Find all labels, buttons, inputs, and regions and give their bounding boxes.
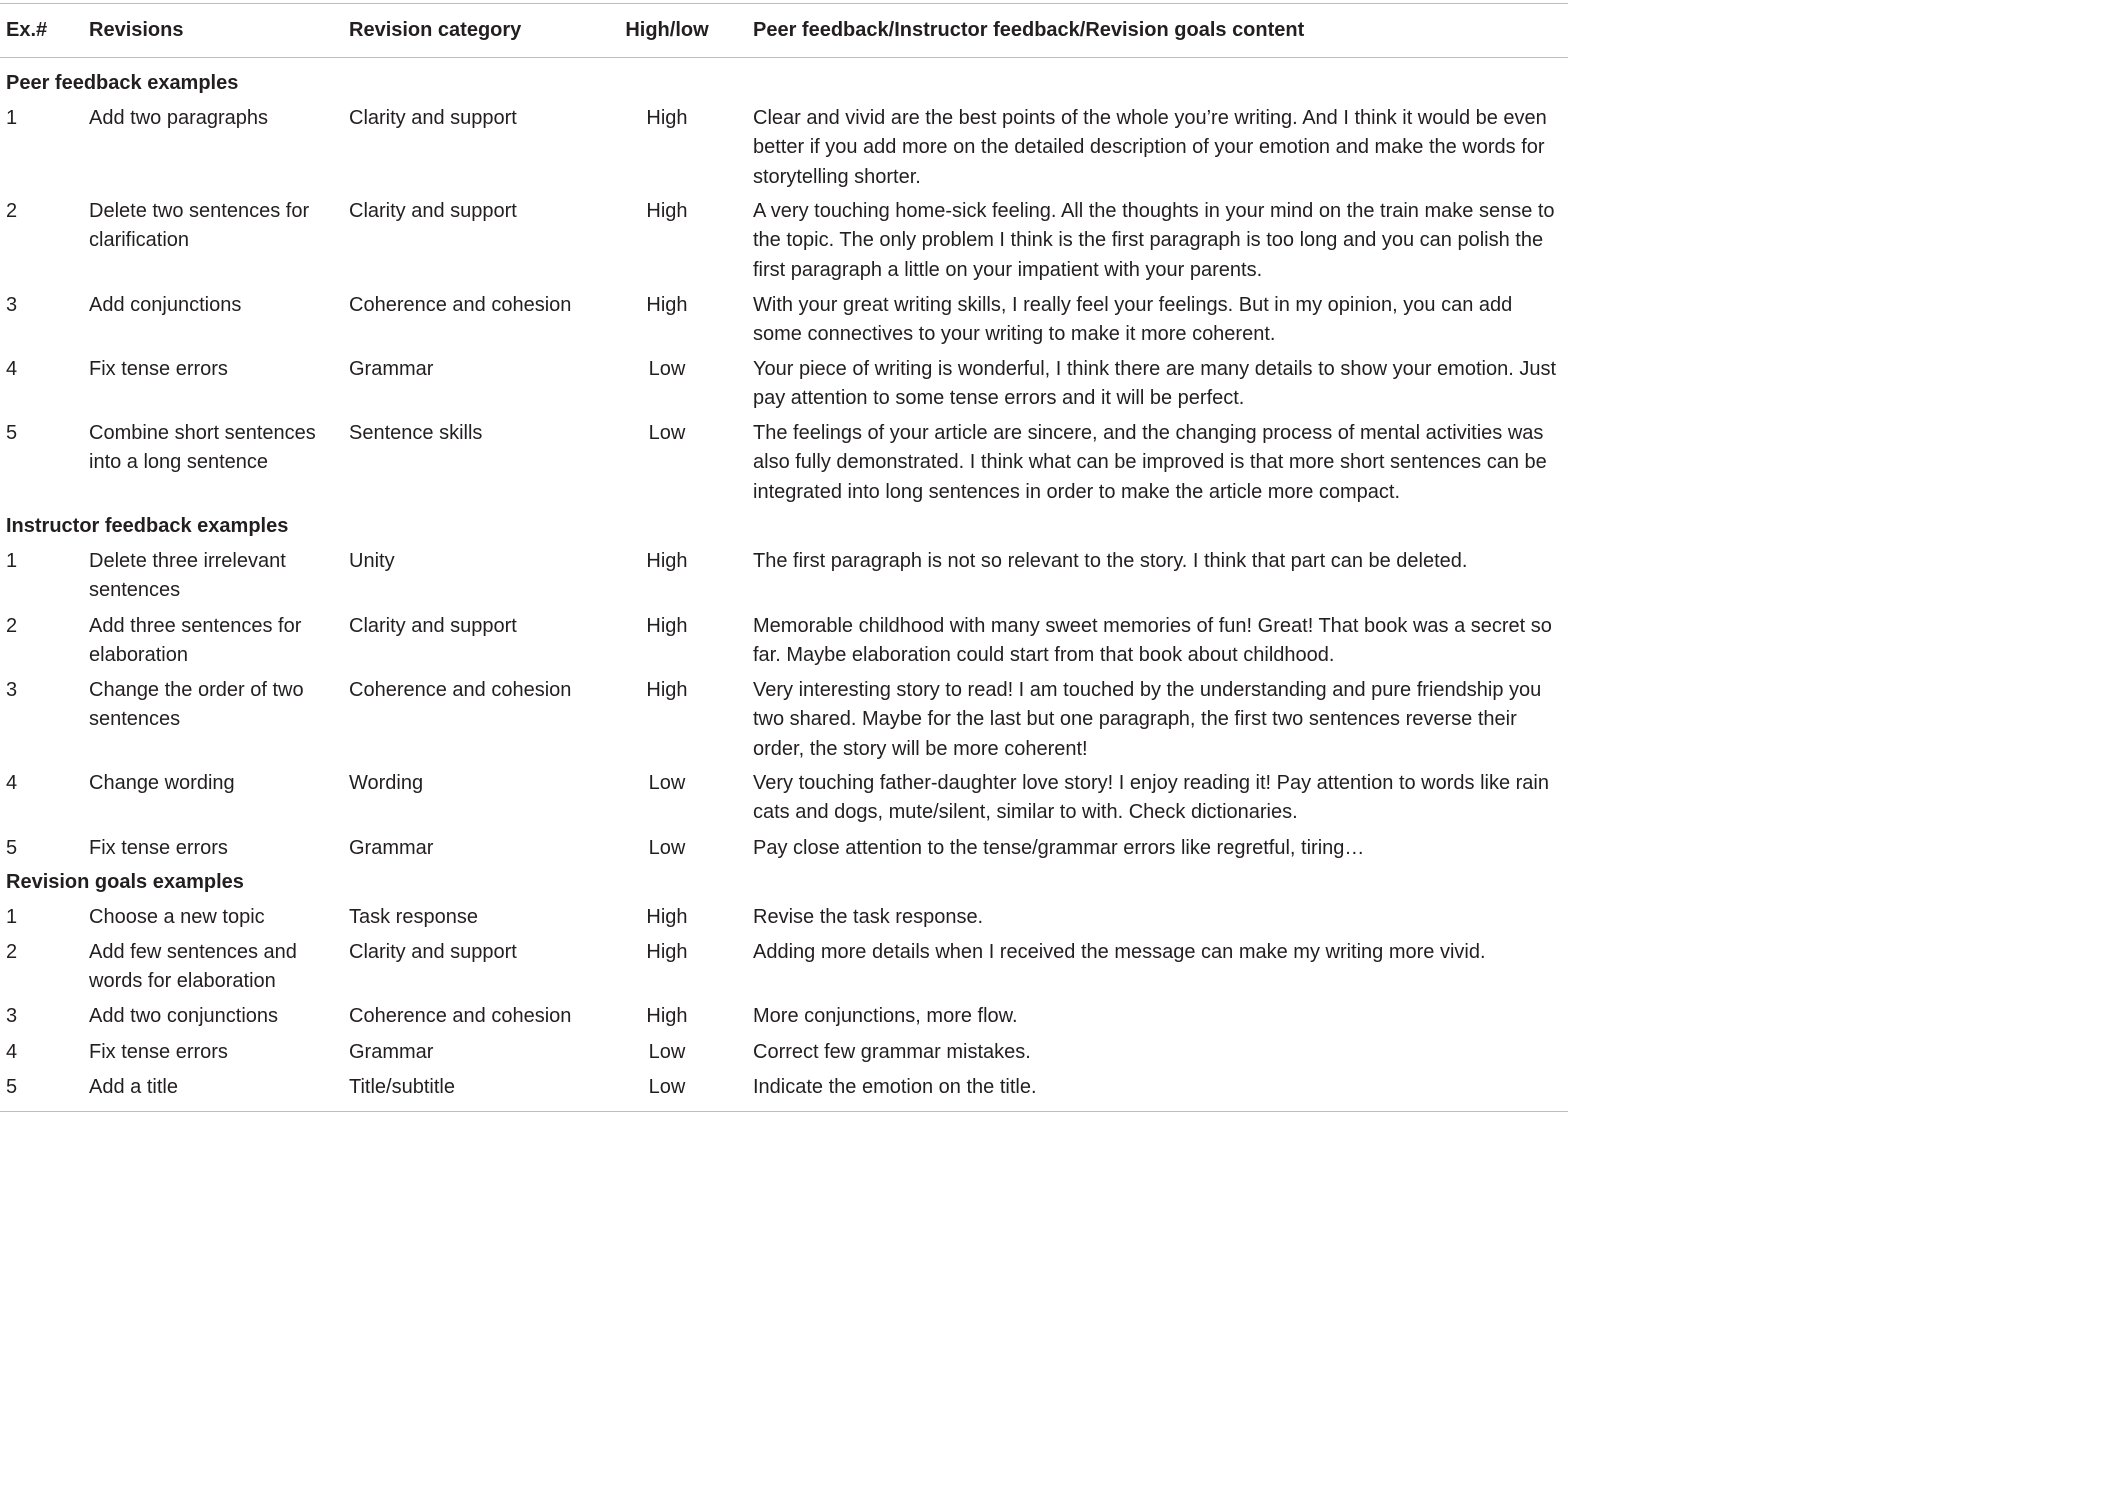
row-level: High (646, 1005, 688, 1027)
row-ex: 4 (6, 1041, 18, 1063)
row-revision: Add two paragraphs (89, 107, 269, 129)
row-revision: Change wording (89, 772, 235, 794)
row-ex: 3 (6, 294, 18, 316)
row-category: Clarity and support (349, 200, 517, 222)
row-category: Coherence and cohesion (349, 1005, 572, 1027)
row-content: Clear and vivid are the best points of the whole you’re writing. And I think it would be even better if you add more on the detailed description of your emotion and make the words for storytelling shorter. (753, 107, 1547, 188)
header-highlow: High/low (625, 19, 709, 41)
header-category: Revision category (349, 19, 522, 41)
header-ex: Ex.# (6, 19, 48, 41)
row-ex: 5 (6, 837, 18, 859)
row-category: Task response (349, 906, 478, 928)
row-content: With your great writing skills, I really feel your feelings. But in my opinion, you can add some connectives to your writing to make it more coherent. (753, 294, 1513, 346)
header-revisions: Revisions (89, 19, 184, 41)
row-revision: Change the order of two sentences (89, 679, 304, 731)
row-category: Grammar (349, 837, 434, 859)
row-category: Coherence and cohesion (349, 679, 572, 701)
row-content: The first paragraph is not so relevant to the story. I think that part can be deleted. (753, 550, 1468, 572)
row-content: Pay close attention to the tense/grammar errors like regretful, tiring… (753, 837, 1365, 859)
row-level: Low (648, 358, 686, 380)
row-category: Unity (349, 550, 395, 572)
row-ex: 2 (6, 941, 18, 963)
row-level: High (646, 906, 688, 928)
row-revision: Add few sentences and words for elaboration (89, 941, 297, 993)
row-ex: 2 (6, 615, 18, 637)
row-category: Clarity and support (349, 615, 517, 637)
row-level: High (646, 107, 688, 129)
row-revision: Fix tense errors (89, 358, 228, 380)
row-revision: Choose a new topic (89, 906, 265, 928)
row-level: High (646, 615, 688, 637)
row-level: High (646, 550, 688, 572)
row-level: High (646, 679, 688, 701)
row-ex: 5 (6, 1076, 18, 1098)
row-ex: 4 (6, 772, 18, 794)
row-content: Memorable childhood with many sweet memories of fun! Great! That book was a secret so far. Maybe elaboration could start from that book about childhood. (753, 615, 1552, 667)
row-level: High (646, 941, 688, 963)
row-content: Revise the task response. (753, 906, 984, 928)
row-category: Title/subtitle (349, 1076, 455, 1098)
row-revision: Add two conjunctions (89, 1005, 279, 1027)
row-category: Grammar (349, 358, 434, 380)
section-title: Instructor feedback examples (6, 515, 289, 537)
row-ex: 1 (6, 906, 18, 928)
row-content: Very interesting story to read! I am touched by the understanding and pure friendship you two shared. Maybe for the last but one paragraph, the first two sentences reverse their order, the story will be more coherent! (753, 679, 1542, 760)
row-content: Correct few grammar mistakes. (753, 1041, 1031, 1063)
row-ex: 1 (6, 550, 18, 572)
row-ex: 3 (6, 679, 18, 701)
row-level: High (646, 200, 688, 222)
row-content: More conjunctions, more flow. (753, 1005, 1018, 1027)
row-category: Sentence skills (349, 422, 483, 444)
row-level: Low (648, 422, 686, 444)
row-ex: 5 (6, 422, 18, 444)
row-ex: 3 (6, 1005, 18, 1027)
row-content: Very touching father-daughter love story! I enjoy reading it! Pay attention to words like rain cats and dogs, mute/silent, similar to with. Check dictionaries. (753, 772, 1549, 824)
row-revision: Fix tense errors (89, 837, 228, 859)
row-category: Clarity and support (349, 941, 517, 963)
row-content: The feelings of your article are sincere, and the changing process of mental activities was also fully demonstrated. I think what can be improved is that more short sentences can be integrated into long sentences in order to make the article more compact. (753, 422, 1547, 503)
row-content: Adding more details when I received the message can make my writing more vivid. (753, 941, 1486, 963)
section-title: Peer feedback examples (6, 72, 239, 94)
row-revision: Add three sentences for elaboration (89, 615, 302, 667)
section-title: Revision goals examples (6, 871, 244, 893)
row-content: Indicate the emotion on the title. (753, 1076, 1037, 1098)
row-revision: Combine short sentences into a long sentence (89, 422, 316, 474)
row-revision: Fix tense errors (89, 1041, 228, 1063)
table-header-rule (0, 57, 1568, 58)
row-level: Low (648, 1041, 686, 1063)
row-ex: 2 (6, 200, 18, 222)
row-ex: 4 (6, 358, 18, 380)
row-level: Low (648, 772, 686, 794)
header-content: Peer feedback/Instructor feedback/Revision goals content (753, 19, 1305, 41)
row-content: A very touching home-sick feeling. All the thoughts in your mind on the train make sense to the topic. The only problem I think is the first paragraph is too long and you can polish the first paragraph a little on your impatient with your parents. (753, 200, 1555, 281)
row-ex: 1 (6, 107, 18, 129)
row-revision: Delete three irrelevant sentences (89, 550, 286, 602)
row-category: Clarity and support (349, 107, 517, 129)
table-bottom-rule (0, 1111, 1568, 1112)
table-top-rule (0, 3, 1568, 4)
row-revision: Add a title (89, 1076, 178, 1098)
row-revision: Add conjunctions (89, 294, 242, 316)
row-level: Low (648, 837, 686, 859)
row-level: High (646, 294, 688, 316)
row-category: Grammar (349, 1041, 434, 1063)
row-category: Coherence and cohesion (349, 294, 572, 316)
row-level: Low (648, 1076, 686, 1098)
row-content: Your piece of writing is wonderful, I think there are many details to show your emotion. Just pay attention to some tense errors and it will be perfect. (753, 358, 1556, 410)
row-category: Wording (349, 772, 424, 794)
row-revision: Delete two sentences for clarification (89, 200, 310, 252)
